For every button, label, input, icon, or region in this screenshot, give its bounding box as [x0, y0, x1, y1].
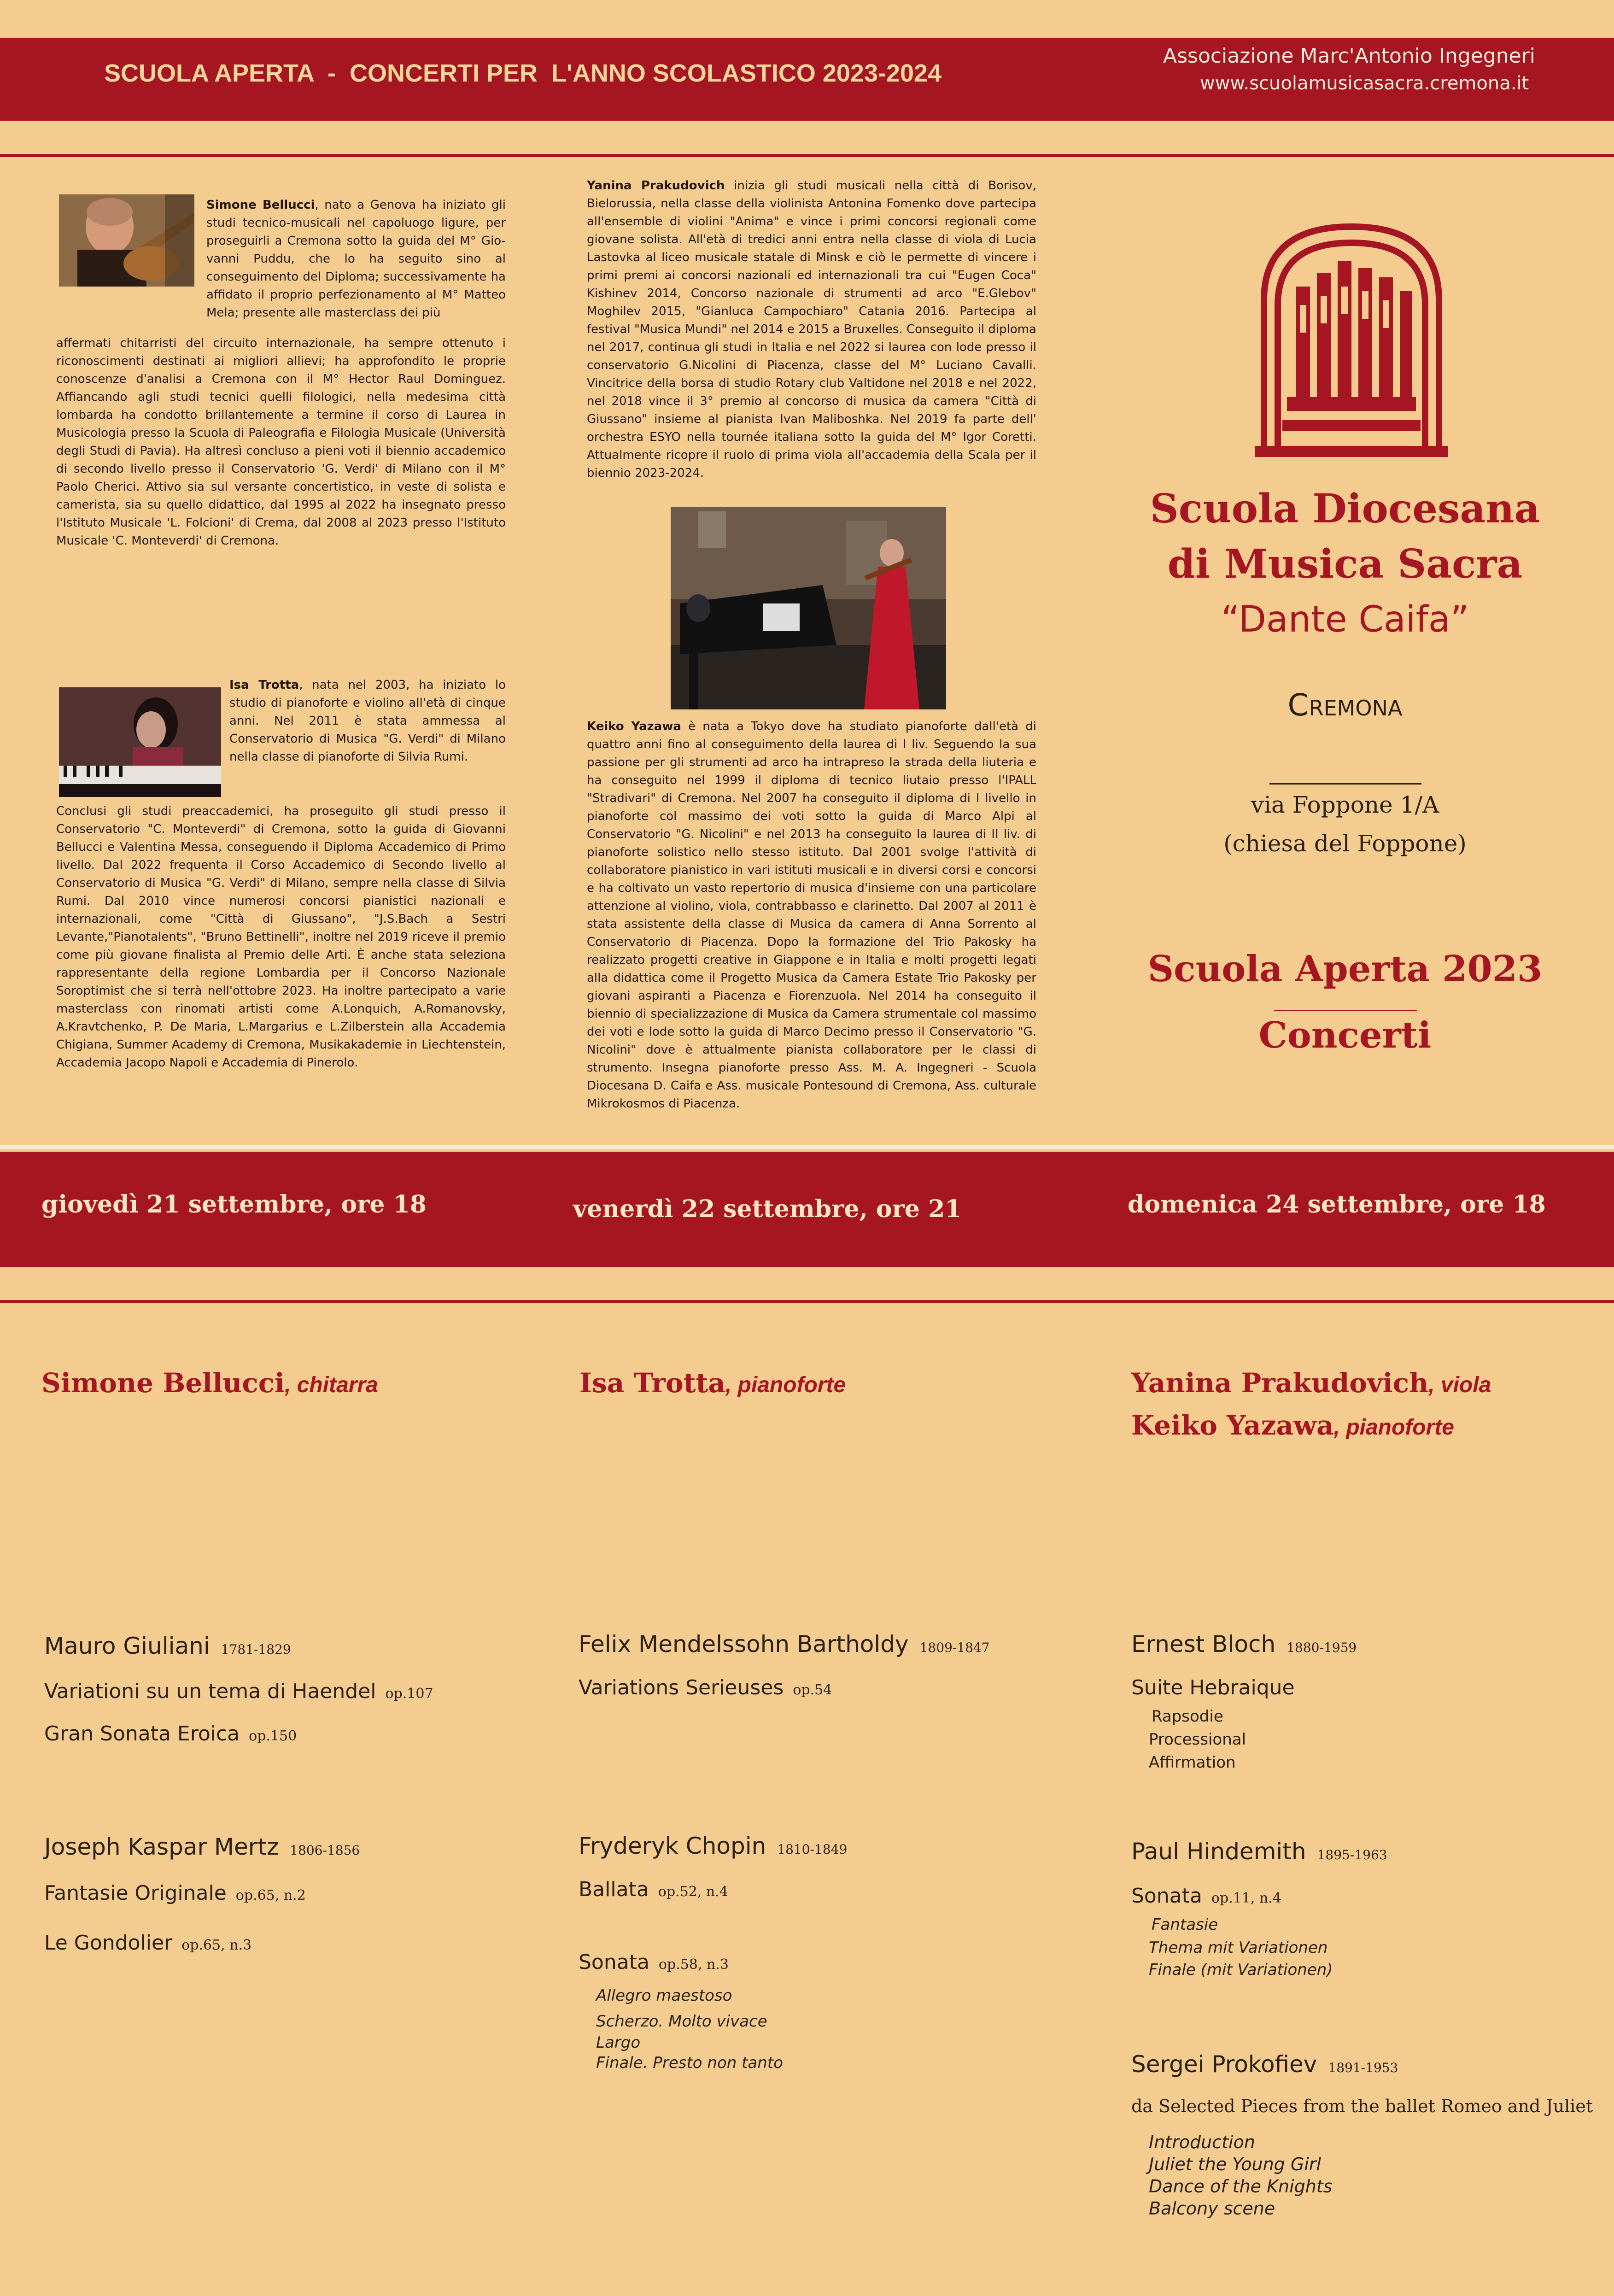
composer-years: 1809-1847 [919, 1640, 990, 1655]
work-opus: op.52, n.4 [658, 1884, 728, 1900]
work-title: Sonata [579, 1950, 649, 1974]
work-giuliani-2 [44, 1722, 297, 1745]
composer-chopin [579, 1833, 847, 1859]
bio-bellucci-top [206, 196, 506, 322]
work-opus: op.65, n.2 [235, 1887, 306, 1904]
photo-bellucci [59, 194, 194, 287]
composer-years: 1806-1856 [290, 1843, 360, 1858]
association-website[interactable]: www.scuolamusicasacra.cremona.it [1200, 73, 1529, 94]
bio-yazawa [587, 718, 1036, 1113]
school-logo [1255, 217, 1448, 457]
composer-years: 1781-1829 [221, 1642, 291, 1657]
bio-trotta-rest: Conclusi gli studi preaccademici, ha proseguito gli studi presso il Conservatorio "C. Monteverdi" di Cremona, sotto la guida di Giovanni Bellucci e Valentina Messa, conseguendo il Diploma Accademico di Primo livello. Dal 2022 frequenta il Corso Accademico di Secondo livello al Conservatorio di Musica "G. Verdi" di Milano, sempre nella classe di Silvia Rumi. Dal 2010 vince numerosi concorsi pianistici nazionali e internazionali, come "Città di Giussano", "J.S.Bach a Sestri Levante,"Pianotalents", "Bruno Bettinelli", inoltre nel 2019 riceve il premio come più giovane finalista al Premio delle Arti. È anche stata seleziona rappresentante della regione Lombardia per il Concorso Nazionale Soroptimist che si terrà nell'ottobre 2023. Ha inoltre partecipato a varie masterclass con rinomati artisti come A.Lonquich, A.Romanovsky, A.Kravtchenko, P. De Maria, L.Margarius e L.Zilberstein alla Accademia Chigiana, Summer Academy di Cremona, Musikakademie in Liechtenstein, Accademia Jacopo Napoli e Accademia di Pinerolo. [56, 804, 506, 1070]
photo-duo [671, 507, 946, 709]
performer-name: Simone Bellucci [41, 1367, 285, 1399]
work-title: Le Gondolier [44, 1931, 173, 1955]
composer-giuliani [44, 1633, 291, 1659]
composer-name: Ernest Bloch [1131, 1631, 1276, 1658]
bio-yazawa-text: è nata a Tokyo dove ha studiato pianoforte dall'età di quattro anni fino al conseguimento della laurea di I liv. Seguendo la sua passione per gli strumenti ad arco ha intrapreso la strada della liuteria e ha conseguito nel 1999 il diploma di tecnico liutaio presso l'IPALL "Stradivari" di Cremona. Nel 2007 ha conseguito il diploma di I livello in pianoforte col massimo dei voti sotto la guida di Marco Alpi al Conservatorio "G. Nicolini" e nel 2013 ha conseguito la laurea di II liv. di pianoforte solistico nello stesso istituto. Dal 2001 svolge l'attività di collaboratore pianistico in vari istituti musicali e in diversi corsi e concorsi e ha coltivato un vasto repertorio di musica d'insieme con una particolare attenzione al violino, viola, contrabbasso e clarinetto. Dal 2007 al 2011 è stata assistente della classe di Musica da camera di Anna Sorrento al Conservatorio di Piacenza. Dopo la formazione del Trio Pakosky ha realizzato progetti creative in Giappone e in Italia e molti progetti legati alla didattica come il Progetto Musica da Camera Estate Trio Pakosky per giovani aspiranti a Piacenza e Fiorenzuola. Nel 2014 ha conseguito il biennio di specializzazione di Musica da Camera strumentale col massimo dei voti e lode sotto la guida di Marco Decimo presso il Conservatorio "G. Nicolini" dove è attualmente pianista collaboratore per le classi di strumento. Insegna pianoforte presso Ass. M. A. Ingegneri - Scuola Diocesana D. Caifa e Ass. musicale Pontesound di Cremona, Ass. culturale Mikrokosmos di Piacenza. [587, 720, 1036, 1111]
work-title: da Selected Pieces from the ballet Romeo and Juliet [1131, 2096, 1593, 2116]
bio-prakudovich-name: Yanina Prakudovich [587, 179, 725, 193]
association-name: Associazione Marc'Antonio Ingegneri [1163, 44, 1536, 68]
work-prokofiev-1 [1131, 2096, 1593, 2116]
performer-instrument: , pianoforte [1333, 1415, 1454, 1440]
work-hindemith-1 [1131, 1884, 1281, 1908]
work-opus: op.58, n.3 [658, 1956, 729, 1973]
performer-name: Isa Trotta [579, 1367, 725, 1399]
school-location: (chiesa del Foppone) [1223, 830, 1467, 857]
work-chopin-1 [579, 1878, 728, 1901]
work-title: Variationi su un tema di Haendel [44, 1680, 376, 1703]
work-title: Fantasie Originale [44, 1881, 227, 1905]
composer-years: 1895-1963 [1317, 1847, 1387, 1863]
photo-trotta [59, 687, 221, 797]
movement: Affirmation [1149, 1753, 1236, 1772]
composer-name: Paul Hindemith [1131, 1838, 1306, 1865]
movement: Scherzo. Molto vivace [596, 2012, 767, 2031]
work-mendelssohn-1 [579, 1676, 832, 1699]
composer-prokofiev [1131, 2051, 1398, 2078]
work-giuliani-1 [44, 1680, 433, 1703]
movement: Finale (mit Variationen) [1149, 1961, 1333, 1979]
performer-prakudovich [1131, 1367, 1491, 1399]
divider [0, 154, 1614, 157]
bio-trotta-name: Isa Trotta [229, 678, 299, 692]
work-mertz-1 [44, 1881, 306, 1905]
date-concert-2: venerdì 22 settembre, ore 21 [573, 1195, 962, 1223]
performer-name: Keiko Yazawa [1131, 1410, 1334, 1441]
divider [0, 1300, 1614, 1303]
bio-prakudovich-text: inizia gli studi musicali nella città di Borisov, Bielorussia, nella classe della violinista Antonina Fomenko dove partecipa all'ensemble di violini "Anima" e vince i primi concorsi regionali come giovane solista. All'età di tredici anni entra nella classe di viola di Lucia Lastovka al liceo musicale statale di Minsk e ciò le permette di vincere i primi premi ai concorsi nazionali ed internazionali tra cui "Eugen Coca" Kishinev 2014, Concorso nazionale di strumenti ad arco "E.Glebov" Moghilev 2015, "Gianluca Campochiaro" Catania 2016. Partecipa al festival "Musica Mundi" nel 2014 e 2015 a Bruxelles. Conseguito il diploma nel 2017, continua gli studi in Italia e nel 2022 si laurea con lode presso il conservatorio G.Nicolini di Piacenza, classe del M° Luciano Cavalli. Vincitrice della borsa di studio Rotary club Valtidone nel 2018 e nel 2022, nel 2018 vince il 3° premio al concorso di musica da camera "Città di Giussano" insieme al pianista Ivan Maliboshka. Nel 2019 fa parte dell' orchestra ESYO nella tournée italiana sotto la guida del M° Igor Coretti. Attualmente ricopre il ruolo di prima viola all'accademia della Scala per il biennio 2023-2024. [587, 179, 1036, 480]
composer-name: Felix Mendelssohn Bartholdy [579, 1631, 909, 1658]
school-address: via Foppone 1/A [1251, 791, 1439, 818]
composer-bloch [1131, 1631, 1357, 1658]
movement: Rapsodie [1152, 1707, 1223, 1726]
work-opus: op.11, n.4 [1211, 1890, 1281, 1906]
composer-name: Mauro Giuliani [44, 1633, 210, 1659]
composer-years: 1810-1849 [777, 1842, 848, 1857]
school-name-line2: di Musica Sacra [1167, 541, 1523, 587]
work-mertz-2 [44, 1931, 251, 1955]
bio-bellucci-name: Simone Bellucci [206, 198, 315, 212]
bio-bellucci-rest: affermati chitarristi del circuito internazionale, ha sempre ottenuto i riconoscimenti destinati ai migliori allievi; ha approfondito le proprie conoscenze d'analisi a Cremona con il M° Hector Raul Dominguez. Affiancando agli studi tecnici quelli filologici, nella medesima città lombarda ha condotto brillantemente a termine il corso di Laurea in Musicologia presso la Scuola di Paleografia e Filologia Musicale (Università degli Studi di Pavia). Ha altresì concluso a pieni voti il biennio accademico di secondo livello presso il Conservatorio 'G. Verdi' di Milano con il M° Paolo Cherici. Attivo sia sul versante concertistico, in veste di solista e camerista, sia su quello didattico, dal 1995 al 2022 ha insegnato presso l'Istituto Musicale 'L. Folcioni' di Crema, dal 2008 al 2023 presso l'Istituto Musicale 'C. Monteverdi' di Cremona. [56, 336, 506, 548]
composer-mendelssohn [579, 1631, 990, 1658]
composer-years: 1891-1953 [1328, 2060, 1398, 2075]
work-chopin-2 [579, 1950, 729, 1974]
date-concert-3: domenica 24 settembre, ore 18 [1128, 1190, 1546, 1218]
work-opus: op.54 [793, 1682, 832, 1698]
composer-name: Joseph Kaspar Mertz [44, 1833, 279, 1860]
work-opus: op.107 [385, 1686, 433, 1702]
performer-instrument: , chitarra [285, 1373, 378, 1397]
event-title: Scuola Aperta 2023 [1147, 948, 1543, 990]
movement: Juliet the Young Girl [1149, 2154, 1322, 2174]
divider-light [0, 1145, 1614, 1149]
performer-yazawa [1131, 1410, 1454, 1441]
composer-hindemith [1131, 1838, 1387, 1865]
bio-prakudovich [587, 177, 1036, 482]
movement: Finale. Presto non tanto [596, 2054, 783, 2072]
composer-name: Sergei Prokofiev [1131, 2051, 1317, 2078]
movement: Balcony scene [1149, 2198, 1275, 2219]
movement: Dance of the Knights [1149, 2176, 1333, 2196]
performer-instrument: , pianoforte [725, 1373, 846, 1397]
school-name-line1: Scuola Diocesana [1150, 486, 1540, 532]
work-opus: op.150 [249, 1728, 297, 1744]
bio-yazawa-name: Keiko Yazawa [587, 720, 681, 733]
school-city: Cremona [1287, 687, 1403, 723]
bio-trotta-text-top: , nata nel 2003, ha iniziato lo studio di pianoforte e violino all'età di cinque anni. Nel 2011 è stata ammessa al Conservatorio di Musica "G. Verdi" di Milano nella classe di pianoforte di Silvia Rumi. [229, 678, 506, 764]
performer-trotta [579, 1367, 846, 1399]
city-underline [1269, 783, 1421, 785]
movement: Fantasie [1152, 1915, 1218, 1934]
date-concert-1: giovedì 21 settembre, ore 18 [41, 1190, 427, 1218]
performer-bellucci [41, 1367, 378, 1399]
movement: Introduction [1149, 2132, 1255, 2152]
composer-mertz [44, 1833, 360, 1860]
event-underline [1274, 1010, 1417, 1011]
work-title: Variations Serieuses [579, 1676, 784, 1699]
work-title: Gran Sonata Eroica [44, 1722, 240, 1745]
movement: Allegro maestoso [596, 1986, 732, 2005]
movement: Largo [596, 2033, 641, 2052]
movement: Thema mit Variationen [1149, 1939, 1328, 1957]
performer-name: Yanina Prakudovich [1131, 1367, 1429, 1399]
composer-years: 1880-1959 [1287, 1640, 1357, 1655]
work-bloch-1 [1131, 1676, 1295, 1699]
composer-name: Fryderyk Chopin [579, 1833, 766, 1859]
header-title: SCUOLA APERTA - CONCERTI PER L'ANNO SCOLASTICO 2023-2024 [104, 59, 942, 87]
work-title: Ballata [579, 1878, 649, 1901]
event-subtitle: Concerti [1258, 1014, 1432, 1056]
movement: Processional [1149, 1730, 1246, 1749]
work-title: Suite Hebraique [1131, 1676, 1295, 1699]
school-subtitle: “Dante Caifa” [1221, 599, 1469, 640]
bio-bellucci-text-top: , nato a Genova ha iniziato gli studi tecnico-musicali nel capoluogo ligure, per proseguirli a Cremona sotto la guida del M° Gio-vanni Puddu, che lo ha seguito sino al conseguimento del Diploma; successivamente ha affidato il proprio perfezionamento al M° Matteo Mela; presente alle masterclass dei più [206, 198, 506, 320]
bio-trotta-top [229, 676, 506, 766]
work-title: Sonata [1131, 1884, 1202, 1908]
work-opus: op.65, n.3 [181, 1937, 252, 1953]
performer-instrument: , viola [1428, 1373, 1491, 1397]
